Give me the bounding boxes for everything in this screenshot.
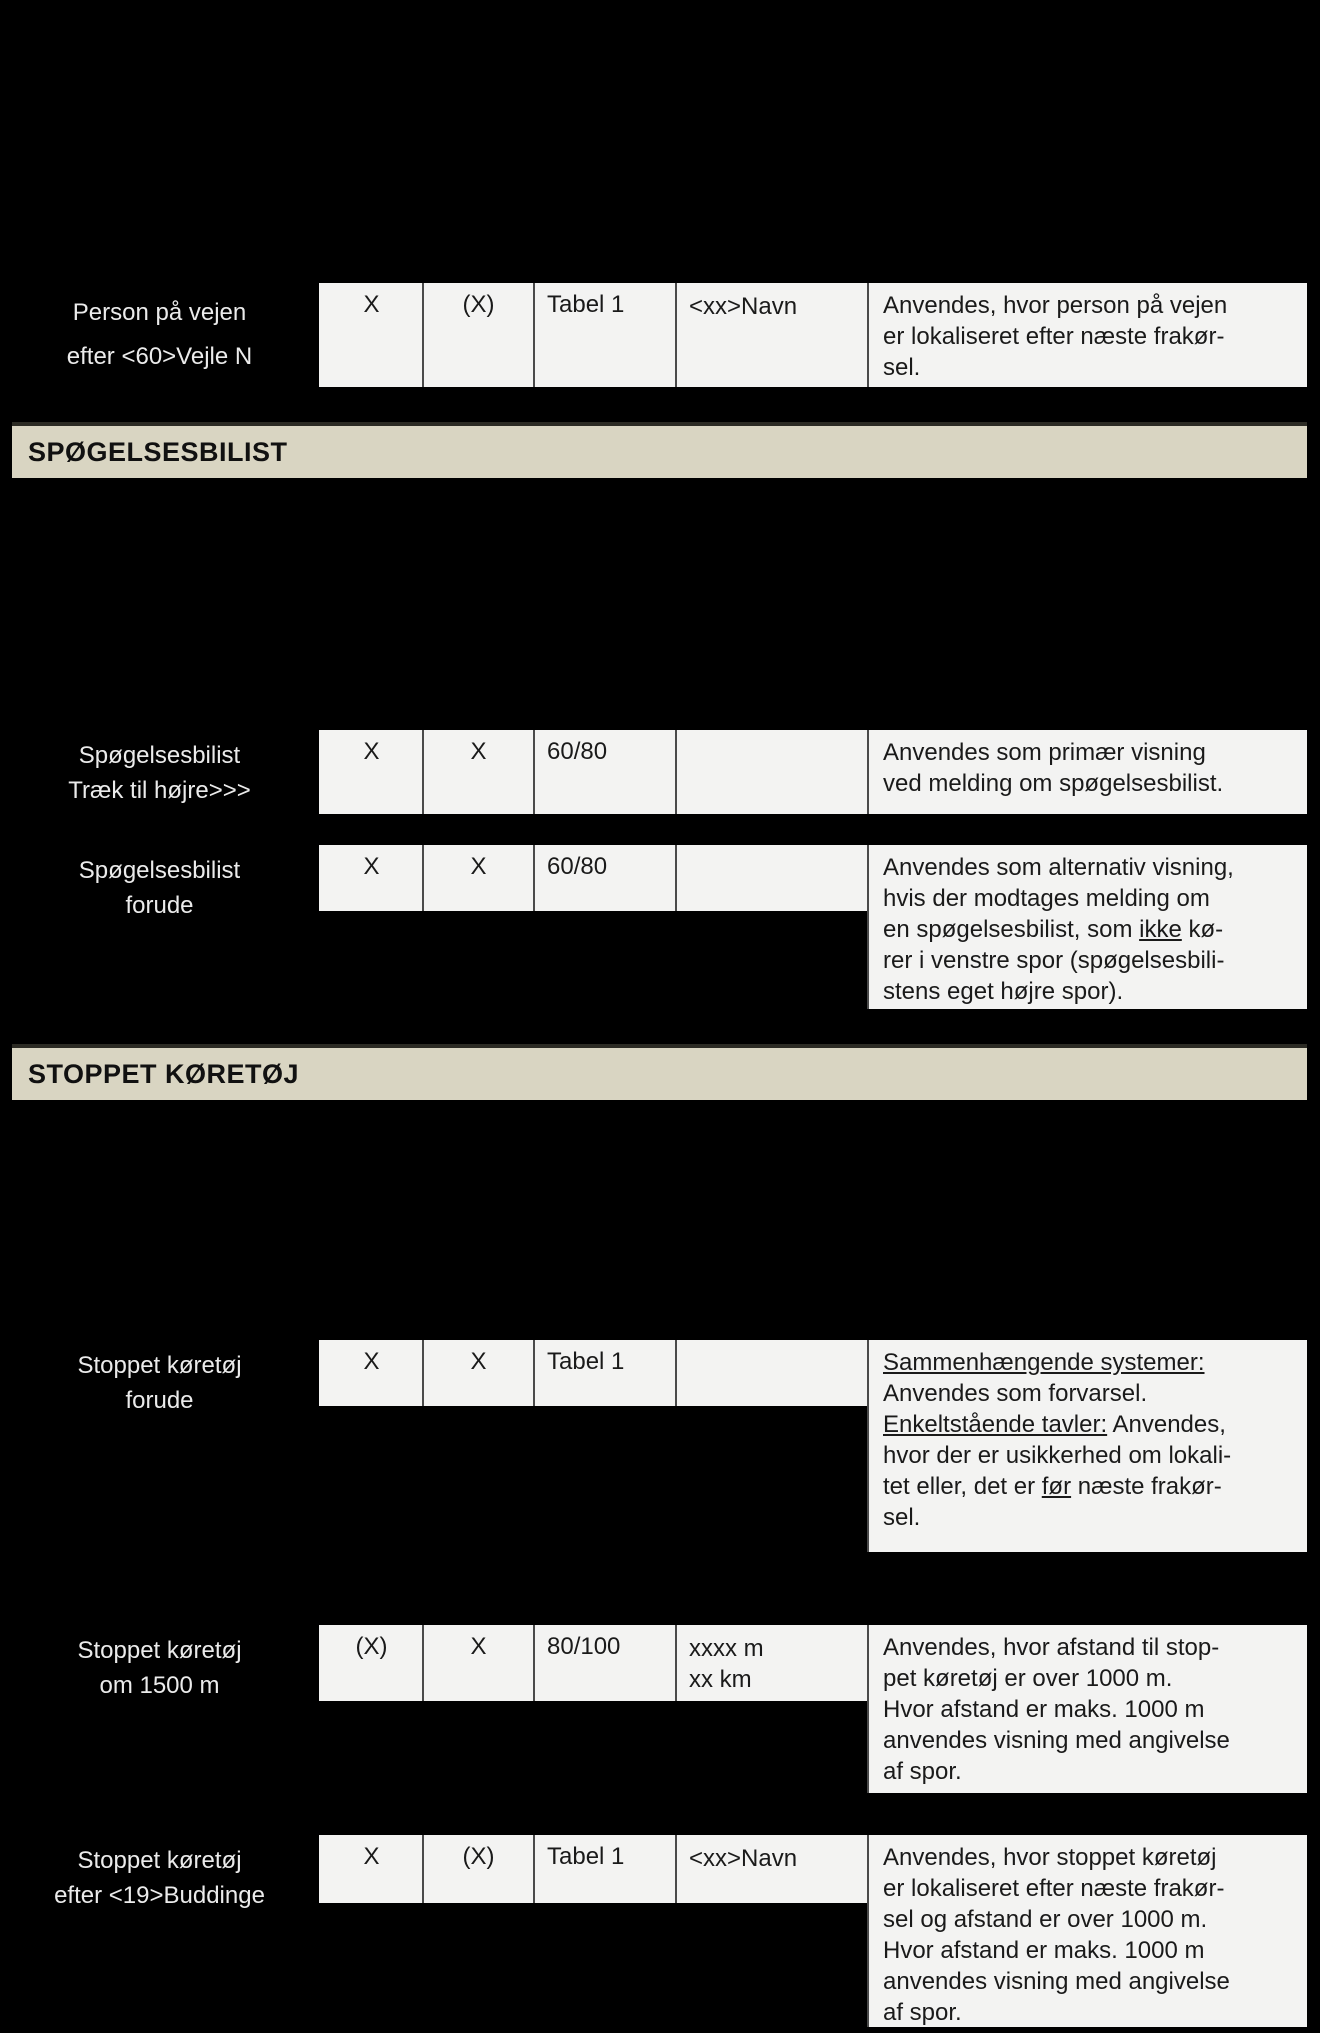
x-primary-cell: X	[319, 845, 422, 911]
row-label	[0, 853, 319, 923]
underlined-heading: Sammenhængende systemer:	[883, 1349, 1205, 1376]
underlined-word: ikke	[1139, 916, 1182, 943]
speed-or-table-cell: 80/100	[533, 1625, 675, 1701]
x-secondary-cell: X	[422, 730, 533, 814]
underlined-word: før	[1041, 1473, 1072, 1500]
row-label-line1: Stoppet køretøj	[77, 1637, 242, 1664]
row-label	[0, 1843, 319, 1913]
value-line2: xx km	[689, 1666, 752, 1693]
x-primary-cell: X	[319, 283, 422, 387]
value-cell	[675, 1340, 867, 1406]
row-label-line2: efter <60>Vejle N	[66, 343, 253, 370]
row-label-line1: Stoppet køretøj	[77, 1847, 242, 1874]
value-cell	[675, 283, 867, 387]
speed-or-table-cell: 60/80	[533, 845, 675, 911]
speed-or-table-cell: Tabel 1	[533, 283, 675, 387]
row-label-line2: efter <19>Buddinge	[54, 1882, 265, 1909]
row-label	[0, 1348, 319, 1418]
description-cell: Sammenhængende systemer: Anvendes som forvarsel. Enkeltstående tavler: Anvendes, hvor der er usikkerhed om lokali- tet eller, det er før næste frakør- sel.	[867, 1340, 1307, 1552]
value-line1: <xx>Navn	[689, 1845, 798, 1872]
value-cell	[675, 1835, 867, 1903]
value-cell	[675, 730, 867, 814]
description-cell: Anvendes, hvor stoppet køretøj er lokaliseret efter næste frakør- sel og afstand er over 1000 m. Hvor afstand er maks. 1000 m anvendes visning med angivelse af spor.	[867, 1835, 1307, 2027]
x-secondary-cell: X	[422, 1340, 533, 1406]
row-label-line1: Stoppet køretøj	[77, 1352, 242, 1379]
x-primary-cell: X	[319, 1835, 422, 1903]
x-secondary-cell: X	[422, 845, 533, 911]
row-label	[0, 738, 319, 808]
section-header: SPØGELSESBILIST	[12, 422, 1307, 478]
value-line1: xxxx m	[689, 1635, 764, 1662]
description-cell: Anvendes, hvor afstand til stop- pet køretøj er over 1000 m. Hvor afstand er maks. 1000 m anvendes visning med angivelse af spor.	[867, 1625, 1307, 1793]
row-label	[0, 1633, 319, 1703]
value-line1: <xx>Navn	[689, 293, 798, 320]
row-label-line1: Spøgelsesbilist	[78, 857, 241, 884]
row-label-line2: Træk til højre>>>	[68, 777, 251, 804]
description-cell: Anvendes som alternativ visning, hvis der modtages melding om en spøgelsesbilist, som ikke kø- rer i venstre spor (spøgelsesbili- stens eget højre spor).	[867, 845, 1307, 1009]
x-secondary-cell: (X)	[422, 283, 533, 387]
value-cell	[675, 1625, 867, 1701]
speed-or-table-cell: 60/80	[533, 730, 675, 814]
value-cell	[675, 845, 867, 911]
row-label-line1: Person på vejen	[72, 299, 247, 326]
x-secondary-cell: (X)	[422, 1835, 533, 1903]
underlined-heading: Enkeltstående tavler:	[883, 1411, 1108, 1438]
x-primary-cell: X	[319, 730, 422, 814]
speed-or-table-cell: Tabel 1	[533, 1340, 675, 1406]
row-label	[0, 291, 319, 379]
section-header: STOPPET KØRETØJ	[12, 1044, 1307, 1100]
description-cell: Anvendes som primær visning ved melding om spøgelsesbilist.	[867, 730, 1307, 814]
row-label-line2: forude	[125, 1387, 194, 1414]
x-primary-cell: (X)	[319, 1625, 422, 1701]
speed-or-table-cell: Tabel 1	[533, 1835, 675, 1903]
x-primary-cell: X	[319, 1340, 422, 1406]
row-label-line2: om 1500 m	[99, 1672, 220, 1699]
row-label-line2: forude	[125, 892, 194, 919]
x-secondary-cell: X	[422, 1625, 533, 1701]
description-cell: Anvendes, hvor person på vejen er lokaliseret efter næste frakør- sel.	[867, 283, 1307, 387]
row-label-line1: Spøgelsesbilist	[78, 742, 241, 769]
